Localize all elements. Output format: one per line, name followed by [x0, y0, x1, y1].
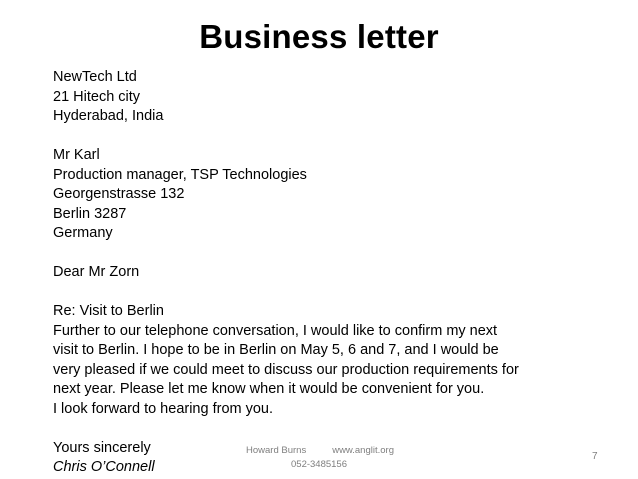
sender-street: 21 Hitech city: [53, 88, 141, 105]
footer-author: Howard Burns: [246, 445, 307, 456]
letter-body: [53, 68, 613, 478]
body-line: next year. Please let me know when it would be convenient for you.: [53, 381, 485, 397]
recipient-street: Georgenstrasse 132: [53, 186, 185, 202]
page-number: 7: [592, 451, 598, 462]
recipient-name: Mr Karl: [53, 147, 100, 163]
body-line: very pleased if we could meet to discuss our production requirements for: [53, 361, 519, 378]
recipient-country: Germany: [53, 225, 113, 241]
footer-website: www.anglit.org: [332, 445, 394, 456]
recipient-city: Berlin 3287: [53, 205, 127, 222]
slide-title: Business letter: [199, 18, 439, 55]
sender-company: NewTech Ltd: [53, 69, 137, 85]
slide-footer: [238, 444, 418, 472]
body-line: Further to our telephone conversation, I would like to confirm my next: [53, 322, 498, 339]
footer-phone: 052-3485156: [291, 459, 347, 470]
recipient-position: Production manager, TSP Technologies: [53, 166, 307, 183]
body-line: I look forward to hearing from you.: [53, 400, 274, 417]
signature: Chris O’Connell: [53, 459, 155, 475]
sender-city: Hyderabad, India: [53, 108, 164, 124]
closing: Yours sincerely: [53, 439, 151, 456]
salutation: Dear Mr Zorn: [53, 264, 140, 280]
body-line: visit to Berlin. I hope to be in Berlin on May 5, 6 and 7, and I would be: [53, 342, 499, 358]
subject-line: Re: Visit to Berlin: [53, 303, 164, 319]
